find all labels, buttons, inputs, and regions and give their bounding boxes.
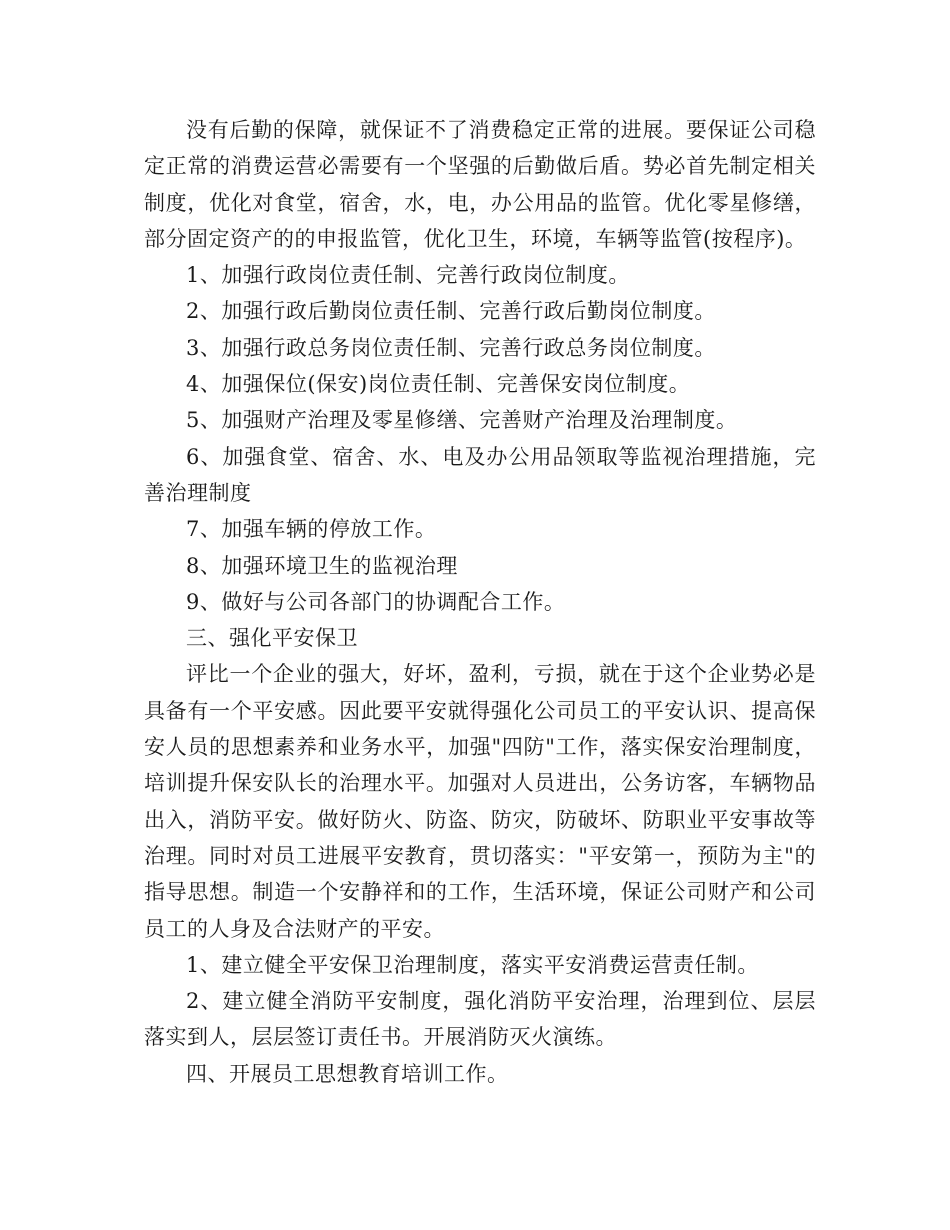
list-item-9: 9、做好与公司各部门的协调配合工作。: [186, 589, 566, 614]
list-item-1: 1、加强行政岗位责任制、完善行政岗位制度。: [186, 263, 630, 288]
security-item-2: 2、建立健全消防平安制度，强化消防平安治理，治理到位、层层落实到人，层层签订责任书。开展消防灭火演练。: [144, 989, 816, 1050]
list-item-4: 4、加强保位(保安)岗位责任制、完善保安岗位制度。: [186, 372, 691, 397]
document-body: [144, 112, 816, 1092]
list-item-2: 2、加强行政后勤岗位责任制、完善行政后勤岗位制度。: [186, 299, 716, 324]
list-item-6: 6、加强食堂、宿舍、水、电及办公用品领取等监视治理措施，完善治理制度: [144, 444, 816, 505]
list-item-7: 7、加强车辆的停放工作。: [186, 517, 437, 542]
paragraph-security-body: 评比一个企业的强大，好坏，盈利，亏损，就在于这个企业势必是具备有一个平安感。因此要平安就得强化公司员工的平安认识、提高保安人员的思想素养和业务水平，加强"四防"工作，落实保安治理制度，培训提升保安队长的治理水平。加强对人员进出，公务访客，车辆物品出入，消防平安。做好防火、防盗、防灾，防破坏、防职业平安事故等治理。同时对员工进展平安教育，贯切落实："平安第一，预防为主"的指导思想。制造一个安静祥和的工作，生活环境，保证公司财产和公司员工的人身及合法财产的平安。: [144, 662, 816, 941]
section-heading-training: 四、开展员工思想教育培训工作。: [186, 1061, 509, 1086]
security-item-1: 1、建立健全平安保卫治理制度，落实平安消费运营责任制。: [186, 952, 759, 977]
paragraph-logistics-intro: 没有后勤的保障，就保证不了消费稳定正常的进展。要保证公司稳定正常的消费运营必需要有一个坚强的后勤做后盾。势必首先制定相关制度，优化对食堂，宿舍，水，电，办公用品的监管。优化零星修缮，部分固定资产的的申报监管，优化卫生，环境，车辆等监管(按程序)。: [144, 118, 816, 251]
list-item-5: 5、加强财产治理及零星修缮、完善财产治理及治理制度。: [186, 408, 738, 433]
list-item-3: 3、加强行政总务岗位责任制、完善行政总务岗位制度。: [186, 335, 716, 360]
section-heading-security: 三、强化平安保卫: [186, 626, 358, 651]
list-item-8: 8、加强环境卫生的监视治理: [186, 553, 458, 578]
